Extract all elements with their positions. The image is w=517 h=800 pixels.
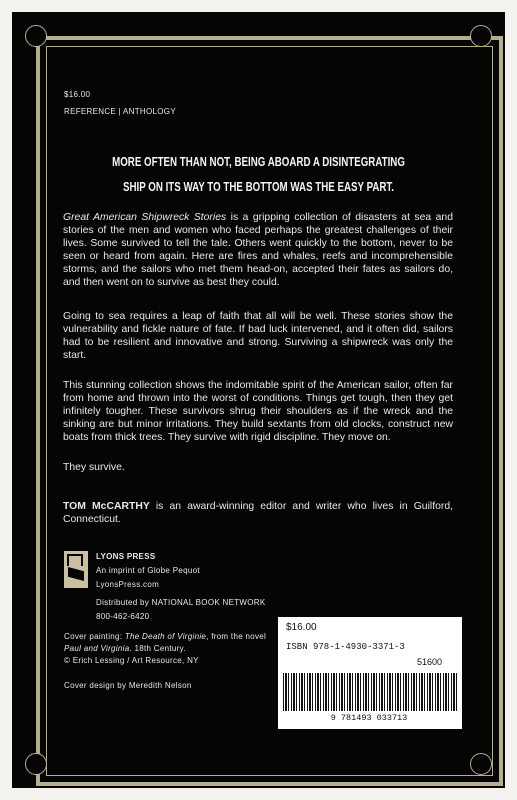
frame-corner-bottom-right <box>470 753 492 775</box>
intro-paragraph <box>63 211 453 290</box>
headline: MORE OFTEN THAN NOT, BEING ABOARD A DISINTEGRATING SHIP ON ITS WAY TO THE BOTTOM WAS THE EASY PART. <box>112 155 405 194</box>
book-title: Great American Shipwreck Stories <box>63 212 227 223</box>
barcode-isbn: ISBN 978-1-4930-3371-3 <box>286 642 405 652</box>
novel-title: Paul and Virginia <box>64 644 130 653</box>
category-text: REFERENCE | ANTHOLOGY <box>64 107 176 116</box>
cover-design-credit: Cover design by Meredith Nelson <box>64 681 192 690</box>
cover-painting-date: . 18th Century. <box>129 644 186 653</box>
cover-painting-from: , from the novel <box>206 632 267 641</box>
publisher-name: LYONS PRESS <box>96 552 156 561</box>
price-text: $16.00 <box>64 90 91 99</box>
cover-painting-label: Cover painting: <box>64 632 125 641</box>
art-credit: © Erich Lessing / Art Resource, NY <box>64 656 199 665</box>
website-link[interactable]: LyonsPress.com <box>96 580 160 589</box>
paragraph-survive: They survive. <box>63 462 125 473</box>
barcode <box>283 673 457 711</box>
author-bio-text: is an award-winning editor and writer who lives in Guilford, Connecticut. <box>63 501 453 526</box>
author-bio <box>63 500 453 526</box>
frame-corner-top-right <box>470 25 492 47</box>
paragraph-collection: This stunning collection shows the indomitable spirit of the American sailor, often far from home and thrown into the worst of conditions. Things get tough, then they get infinitely tougher. These survivors shrug their shoulders as if the wreck and the sinking are but minor irritations. They build sextants from old clocks, construct new boats from thick trees. They survive with rigid discipline. They move on. <box>63 380 453 444</box>
distribution-text: Distributed by NATIONAL BOOK NETWORK <box>96 598 266 607</box>
author-name: TOM McCARTHY <box>63 501 150 512</box>
imprint-text: An imprint of Globe Pequot <box>96 566 200 575</box>
painting-title: The Death of Virginie <box>124 632 207 641</box>
barcode-digits: 9 781493 033713 <box>330 713 408 723</box>
barcode-code: 51600 <box>417 657 443 667</box>
barcode-price: $16.00 <box>286 622 317 633</box>
paragraph-faith: Going to sea requires a leap of faith that all will be well. These stories show the vulnerability and fickle nature of fate. If bad luck intervened, and it often did, sailors had to be resilient and innovative and strong. Surviving a shipwreck was only the start. <box>63 311 453 362</box>
cover-painting-credit <box>64 631 269 667</box>
frame-corner-top-left <box>25 25 47 47</box>
intro-rest: is a gripping collection of disasters at sea and stories of the men and women who faced perhaps the greatest challenges of their lives. Some survived to tell the tale. Others went quickly to the bottom, never to be seen or heard from again. Here are fires and whales, reefs and incomprehensible storms, and the sailors who met them head-on, accepted their fates as sailors do, and then went on to survive as best they could. <box>63 212 453 289</box>
lyons-press-logo-icon <box>64 551 88 588</box>
phone-number: 800-462-6420 <box>96 612 150 621</box>
frame-corner-bottom-left <box>25 753 47 775</box>
